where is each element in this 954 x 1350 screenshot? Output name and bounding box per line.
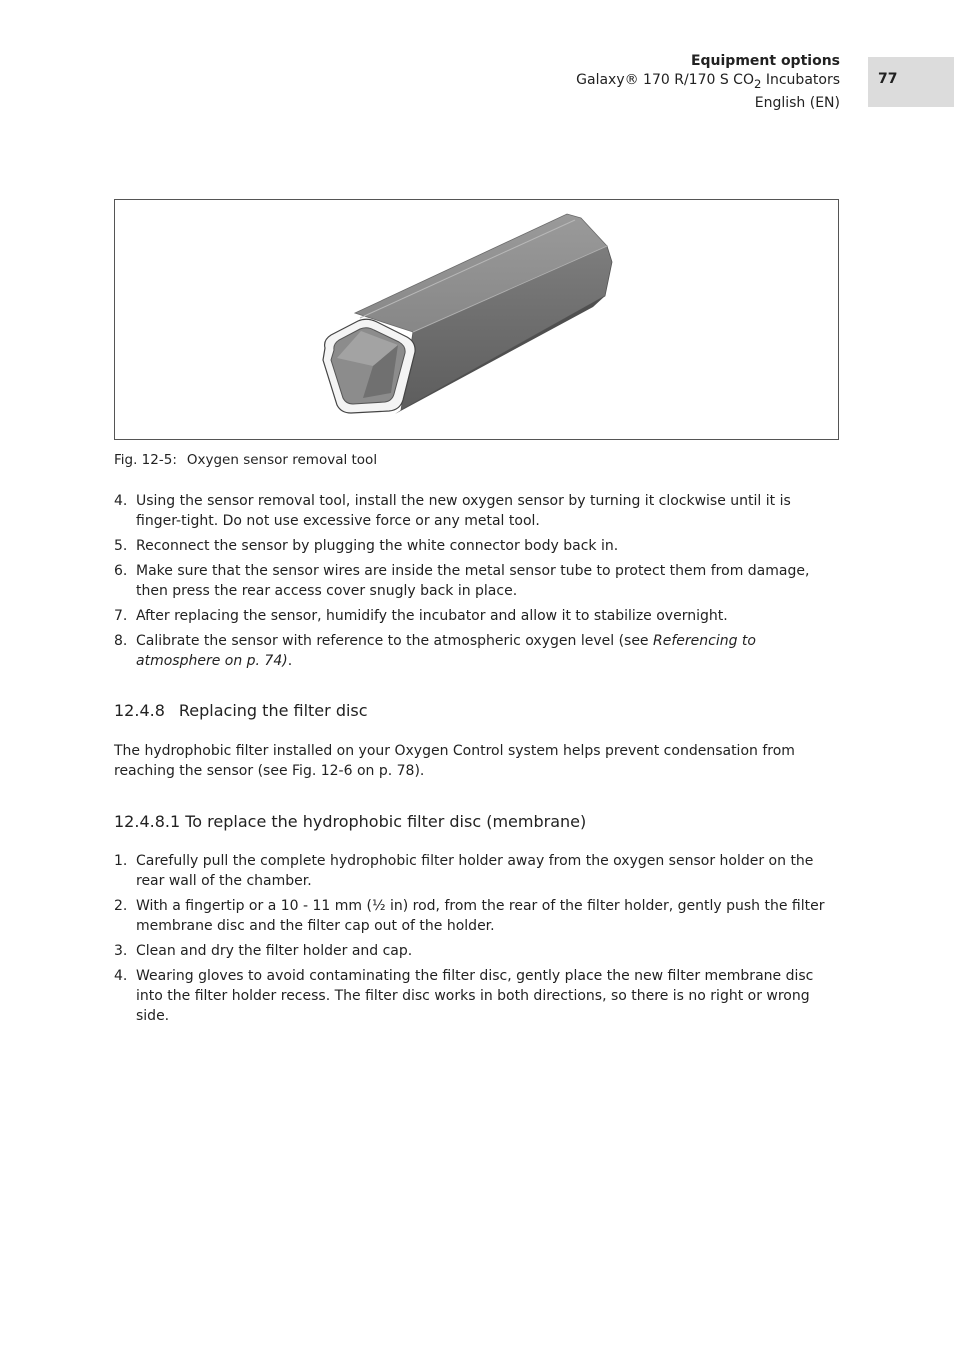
- figure-caption: [114, 452, 377, 468]
- list-item: [114, 941, 840, 961]
- section-number: 12.4.8: [114, 701, 165, 720]
- list-item-number: 4.: [114, 968, 128, 984]
- figure-caption-label: Fig. 12-5:: [114, 452, 177, 468]
- page-number: 77: [868, 57, 954, 107]
- figure-caption-title: Oxygen sensor removal tool: [186, 452, 378, 468]
- section-title: Replacing the filter disc: [178, 701, 368, 720]
- procedure-list-sensor: [114, 491, 840, 676]
- list-item-text: Calibrate the sensor with reference to the atmospheric oxygen level (see: [136, 633, 653, 649]
- list-item: [114, 561, 840, 601]
- header-product-subscript: 2: [753, 76, 762, 91]
- list-item-number: 8.: [114, 633, 128, 649]
- list-item: [114, 491, 840, 531]
- cross-reference-link[interactable]: Referencing to atmosphere on p. 74): [136, 633, 756, 669]
- list-item-number: 7.: [114, 608, 128, 624]
- list-item-text: With a fingertip or a 10 - 11 mm (½ in) rod, from the rear of the filter holder, gently push the filter membrane disc and the filter cap out of the holder.: [136, 898, 825, 934]
- list-item-text: Make sure that the sensor wires are inside the metal sensor tube to protect them from damage, then press the rear access cover snugly back in place.: [136, 563, 810, 599]
- subsection-heading: 12.4.8.1 To replace the hydrophobic filter disc (membrane): [114, 812, 587, 831]
- list-item: [114, 631, 840, 671]
- list-item-text: Using the sensor removal tool, install the new oxygen sensor by turning it clockwise until it is finger-tight. Do not use excessive force or any metal tool.: [136, 493, 791, 529]
- list-item-number: 1.: [114, 853, 128, 869]
- running-header: [576, 52, 840, 113]
- list-item: [114, 896, 840, 936]
- header-section-title: Equipment options: [690, 53, 840, 69]
- list-item-number: 6.: [114, 563, 128, 579]
- list-item-text-end: .: [287, 653, 293, 669]
- header-product-line: [576, 71, 840, 94]
- header-product-name: Galaxy® 170 R/170 S CO: [576, 72, 754, 88]
- section-heading: [114, 701, 368, 720]
- list-item: [114, 966, 840, 1026]
- list-item-number: 2.: [114, 898, 128, 914]
- header-language: English (EN): [754, 94, 840, 111]
- list-item-text: After replacing the sensor, humidify the incubator and allow it to stabilize overnight.: [136, 608, 728, 624]
- list-item-text: Wearing gloves to avoid contaminating the filter disc, gently place the new filter membrane disc into the filter holder recess. The filter disc works in both directions, so there is no right or wrong side.: [136, 968, 814, 1024]
- procedure-list-filter: [114, 851, 840, 1031]
- list-item-number: 3.: [114, 943, 128, 959]
- list-item: [114, 536, 840, 556]
- list-item-text: Carefully pull the complete hydrophobic filter holder away from the oxygen sensor holder on the rear wall of the chamber.: [136, 853, 814, 889]
- list-item-text: Reconnect the sensor by plugging the white connector body back in.: [136, 538, 619, 554]
- figure-frame: [114, 199, 839, 440]
- list-item-number: 4.: [114, 493, 128, 509]
- oxygen-sensor-removal-tool-illustration: [115, 200, 840, 441]
- list-item: [114, 606, 840, 626]
- list-item-text: Clean and dry the filter holder and cap.: [136, 943, 413, 959]
- list-item: [114, 851, 840, 891]
- section-body: The hydrophobic filter installed on your Oxygen Control system helps prevent condensation from reaching the sensor (see Fig. 12-6 on p. 78).: [114, 743, 795, 779]
- header-product-suffix: Incubators: [761, 72, 840, 88]
- list-item-number: 5.: [114, 538, 128, 554]
